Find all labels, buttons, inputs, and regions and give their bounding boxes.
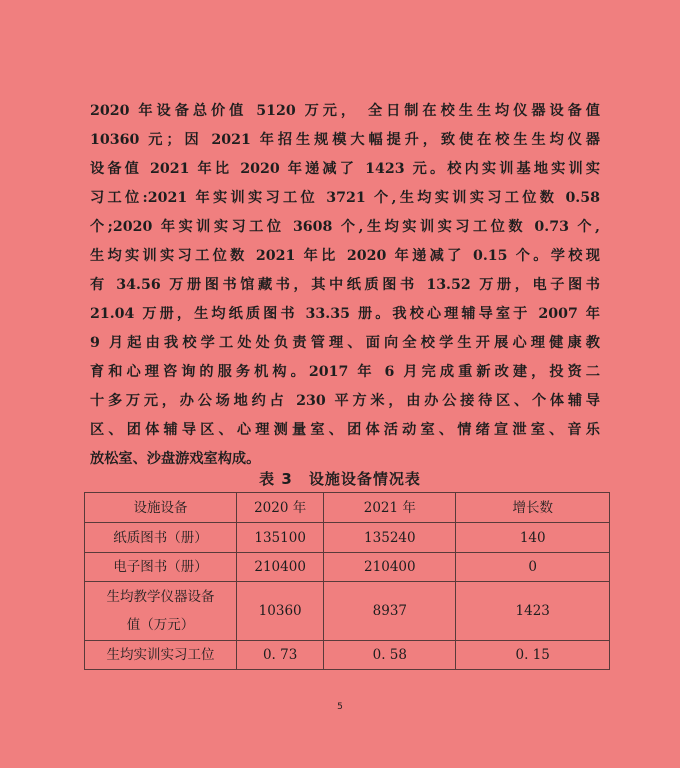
table-header-row <box>85 493 610 523</box>
table-cell: 8937 <box>324 582 456 641</box>
table-row <box>85 523 610 553</box>
table-title: 表 3 设施设备情况表 <box>259 470 421 488</box>
paragraph-line: 习工位:2021 年实训实习工位 3721 个,生均实训实习工位数 0.58 <box>90 190 600 206</box>
page-number: 5 <box>337 702 343 712</box>
table-header-cell: 2020 年 <box>237 493 324 523</box>
table-header-cell: 设施设备 <box>85 493 237 523</box>
table-cell: 0. 58 <box>324 641 456 670</box>
table-cell: 10360 <box>237 582 324 641</box>
table-cell: 210400 <box>324 553 456 582</box>
table-cell: 0. 15 <box>456 641 610 670</box>
table-cell: 纸质图书（册） <box>85 523 237 553</box>
paragraph-line: 放松室、沙盘游戏室构成。 <box>90 451 261 467</box>
table-cell: 135240 <box>324 523 456 553</box>
paragraph-line: 区、团体辅导区、心理测量室、团体活动室、情绪宣泄室、音乐 <box>90 422 600 438</box>
table-cell <box>85 582 237 641</box>
paragraph-line: 个;2020 年实训实习工位 3608 个,生均实训实习工位数 0.73 个, <box>90 219 600 235</box>
table-cell: 生均实训实习工位 <box>85 641 237 670</box>
table-header-cell: 增长数 <box>456 493 610 523</box>
table-cell: 0. 73 <box>237 641 324 670</box>
table-cell: 140 <box>456 523 610 553</box>
paragraph-line: 设备值 2021 年比 2020 年递减了 1423 元。校内实训基地实训实 <box>90 161 600 177</box>
paragraph-line: 有 34.56 万册图书馆藏书，其中纸质图书 13.52 万册，电子图书 <box>90 277 600 293</box>
paragraph-line: 21.04 万册，生均纸质图书 33.35 册。我校心理辅导室于 2007 年 <box>90 306 600 322</box>
facilities-table <box>84 492 610 670</box>
paragraph-line: 2020 年设备总价值 5120 万元， 全日制在校生生均仪器设备值 <box>90 103 600 119</box>
table-row <box>85 553 610 582</box>
table-cell-line: 生均教学仪器设备 <box>106 589 215 605</box>
table-header-cell: 2021 年 <box>324 493 456 523</box>
paragraph-line: 10360 元；因 2021 年招生规模大幅提升，致使在校生生均仪器 <box>90 132 600 148</box>
paragraph-line: 生均实训实习工位数 2021 年比 2020 年递减了 0.15 个。学校现 <box>90 248 600 264</box>
table-cell: 0 <box>456 553 610 582</box>
table-cell: 1423 <box>456 582 610 641</box>
table-cell-line: 值（万元） <box>126 617 195 633</box>
table-cell: 135100 <box>237 523 324 553</box>
paragraph-line: 十多万元，办公场地约占 230 平方米，由办公接待区、个体辅导 <box>90 393 600 409</box>
table-row <box>85 641 610 670</box>
body-paragraph <box>90 97 600 474</box>
table-cell: 210400 <box>237 553 324 582</box>
table-row <box>85 582 610 641</box>
paragraph-line: 育和心理咨询的服务机构。2017 年 6 月完成重新改建，投资二 <box>90 364 600 380</box>
table-cell: 电子图书（册） <box>85 553 237 582</box>
paragraph-line: 9 月起由我校学工处处负责管理、面向全校学生开展心理健康教 <box>90 335 600 351</box>
